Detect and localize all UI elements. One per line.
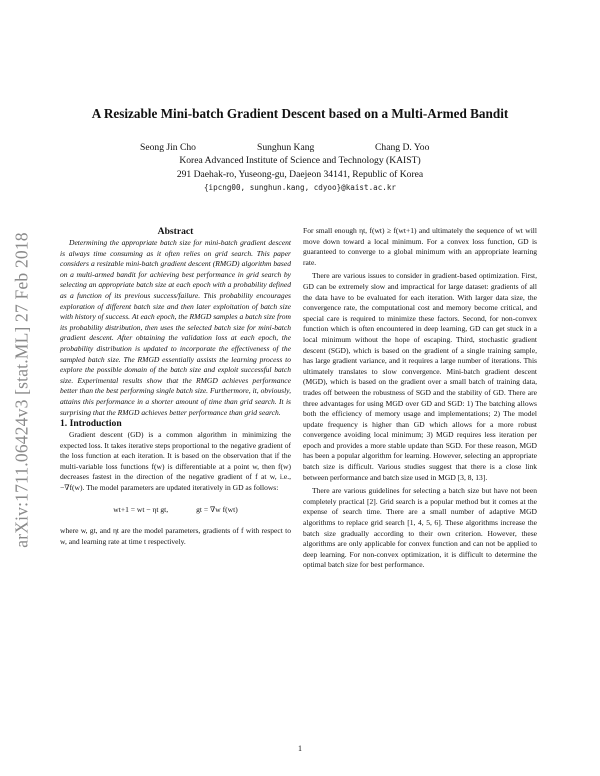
- left-column: [60, 226, 291, 547]
- arxiv-stamp: [2, 200, 42, 580]
- author-2: Sunghun Kang: [257, 142, 315, 153]
- address: 291 Daehak-ro, Yuseong-gu, Daejeon 34141, Republic of Korea: [176, 169, 424, 180]
- right-column: [303, 226, 537, 571]
- right-paragraph-1: For small enough ηt, f(wt) ≥ f(wt+1) and ultimately the sequence of wt will move down toward a local minimum. For a convex loss function, GD is guaranteed to converge to a global minimum with an appropriate learning rate.: [303, 226, 537, 267]
- arxiv-stamp-text: arXiv:1711.06424v3 [stat.ML] 27 Feb 2018: [11, 232, 32, 548]
- paper-title: A Resizable Mini-batch Gradient Descent based on a Multi-Armed Bandit: [91, 106, 509, 121]
- section-heading-introduction: 1. Introduction: [60, 418, 122, 430]
- update-equation: [60, 505, 291, 516]
- intro-paragraph-2: where w, gt, and ηt are the model parameters, gradients of f with respect to w, and learning rate at time t respectively.: [60, 526, 291, 546]
- right-paragraph-3: There are various guidelines for selecting a batch size but have not been completely practical [2]. Grid search is a popular method but it comes at the expense of search time. There are a small number of adaptive MGD algorithms to replace grid search [1, 4, 5, 6]. These algorithms increase the batch size gradually according to their own criterion. However, these algorithms are only applicable for convex function and can not be applied to deep learning. For non-convex optimization, it is difficult to determine the optimal batch size for best performance.: [303, 486, 537, 570]
- author-3: Chang D. Yoo: [375, 142, 430, 153]
- page-number: 1: [298, 744, 302, 753]
- affiliation: Korea Advanced Institute of Science and Technology (KAIST): [179, 155, 421, 166]
- equation-right: gt = ∇w f(wt): [196, 504, 238, 514]
- right-paragraph-2: There are various issues to consider in gradient-based optimization. First, GD can be extremely slow and impractical for large dataset: gradients of all the data have to be evaluated for each iteration. With larger data size, the convergence rate, the computational cost and memory become critical, and special care is required to minimize these factors. Second, for non-convex function which is often encountered in deep learning, GD can get stuck in a local minimum without the hope of escaping. Third, stochastic gradient descent (SGD), which is based on the gradient of a single training sample, has large gradient variance, and it requires a large number of iterations. This ultimately translates to slow convergence. Mini-batch gradient descent (MGD), which is based on the gradient over a small batch of training data, trades off between the robustness of SGD and the stability of GD. There are three advantages for using MGD over GD and SGD: 1) The batching allows both the efficiency of memory usage and implementations; 2) The model update frequency is higher than GD which allows for a more robust convergence avoiding local minimum; 3) MGD requires less iteration per epoch and provides a more stable update than SGD. For these reason, MGD has been a popular algorithm for learning. However, selecting an appropriate batch size is difficult. Various studies suggest that there is a close link between performance and batch size used in MGD [3, 8, 13].: [303, 271, 537, 482]
- email: {ipcng00, sunghun.kang, cdyoo}@kaist.ac.kr: [203, 183, 397, 192]
- intro-paragraph-1: Gradient descent (GD) is a common algorithm in minimizing the expected loss. It takes iterative steps proportional to the negative gradient of the loss function at each iteration. It is based on the observation that if the multi-variable loss functions f(w) is differentiable at a point w, then f(w) decreases fastest in the direction of the negative gradient of f at w, i.e., −∇f(w). The model parameters are updated iteratively in GD as follows:: [60, 430, 291, 493]
- abstract-heading: Abstract: [157, 226, 194, 237]
- author-1: Seong Jin Cho: [140, 142, 196, 153]
- abstract-text: Determining the appropriate batch size for mini-batch gradient descent is always time consuming as it often relies on grid search. This paper considers a resizable mini-batch gradient descent (RMGD) algorithm based on a multi-armed bandit for achieving best performance in grid search by selecting an appropriate batch size at each epoch with a probability defined as a function of its previous success/failure. This probability encourages exploration of different batch size and then later exploitation of batch size with history of success. At each epoch, the RMGD samples a batch size from its probability distribution, then uses the selected batch size for mini-batch gradient descent. After obtaining the validation loss at each epoch, the probability distribution is updated to incorporate the effectiveness of the sampled batch size. The RMGD essentially assists the learning process to explore the possible domain of the batch size and exploit successful batch size. Experimental results show that the RMGD achieves performance better than the best performing single batch size. Furthermore, it, obviously, attains this performance in a shorter amount of time than grid search. It is surprising that the RMGD achieves better performance than grid search.: [60, 238, 291, 417]
- equation-left: wt+1 = wt − ηt gt,: [113, 504, 169, 514]
- author-list: [140, 142, 460, 156]
